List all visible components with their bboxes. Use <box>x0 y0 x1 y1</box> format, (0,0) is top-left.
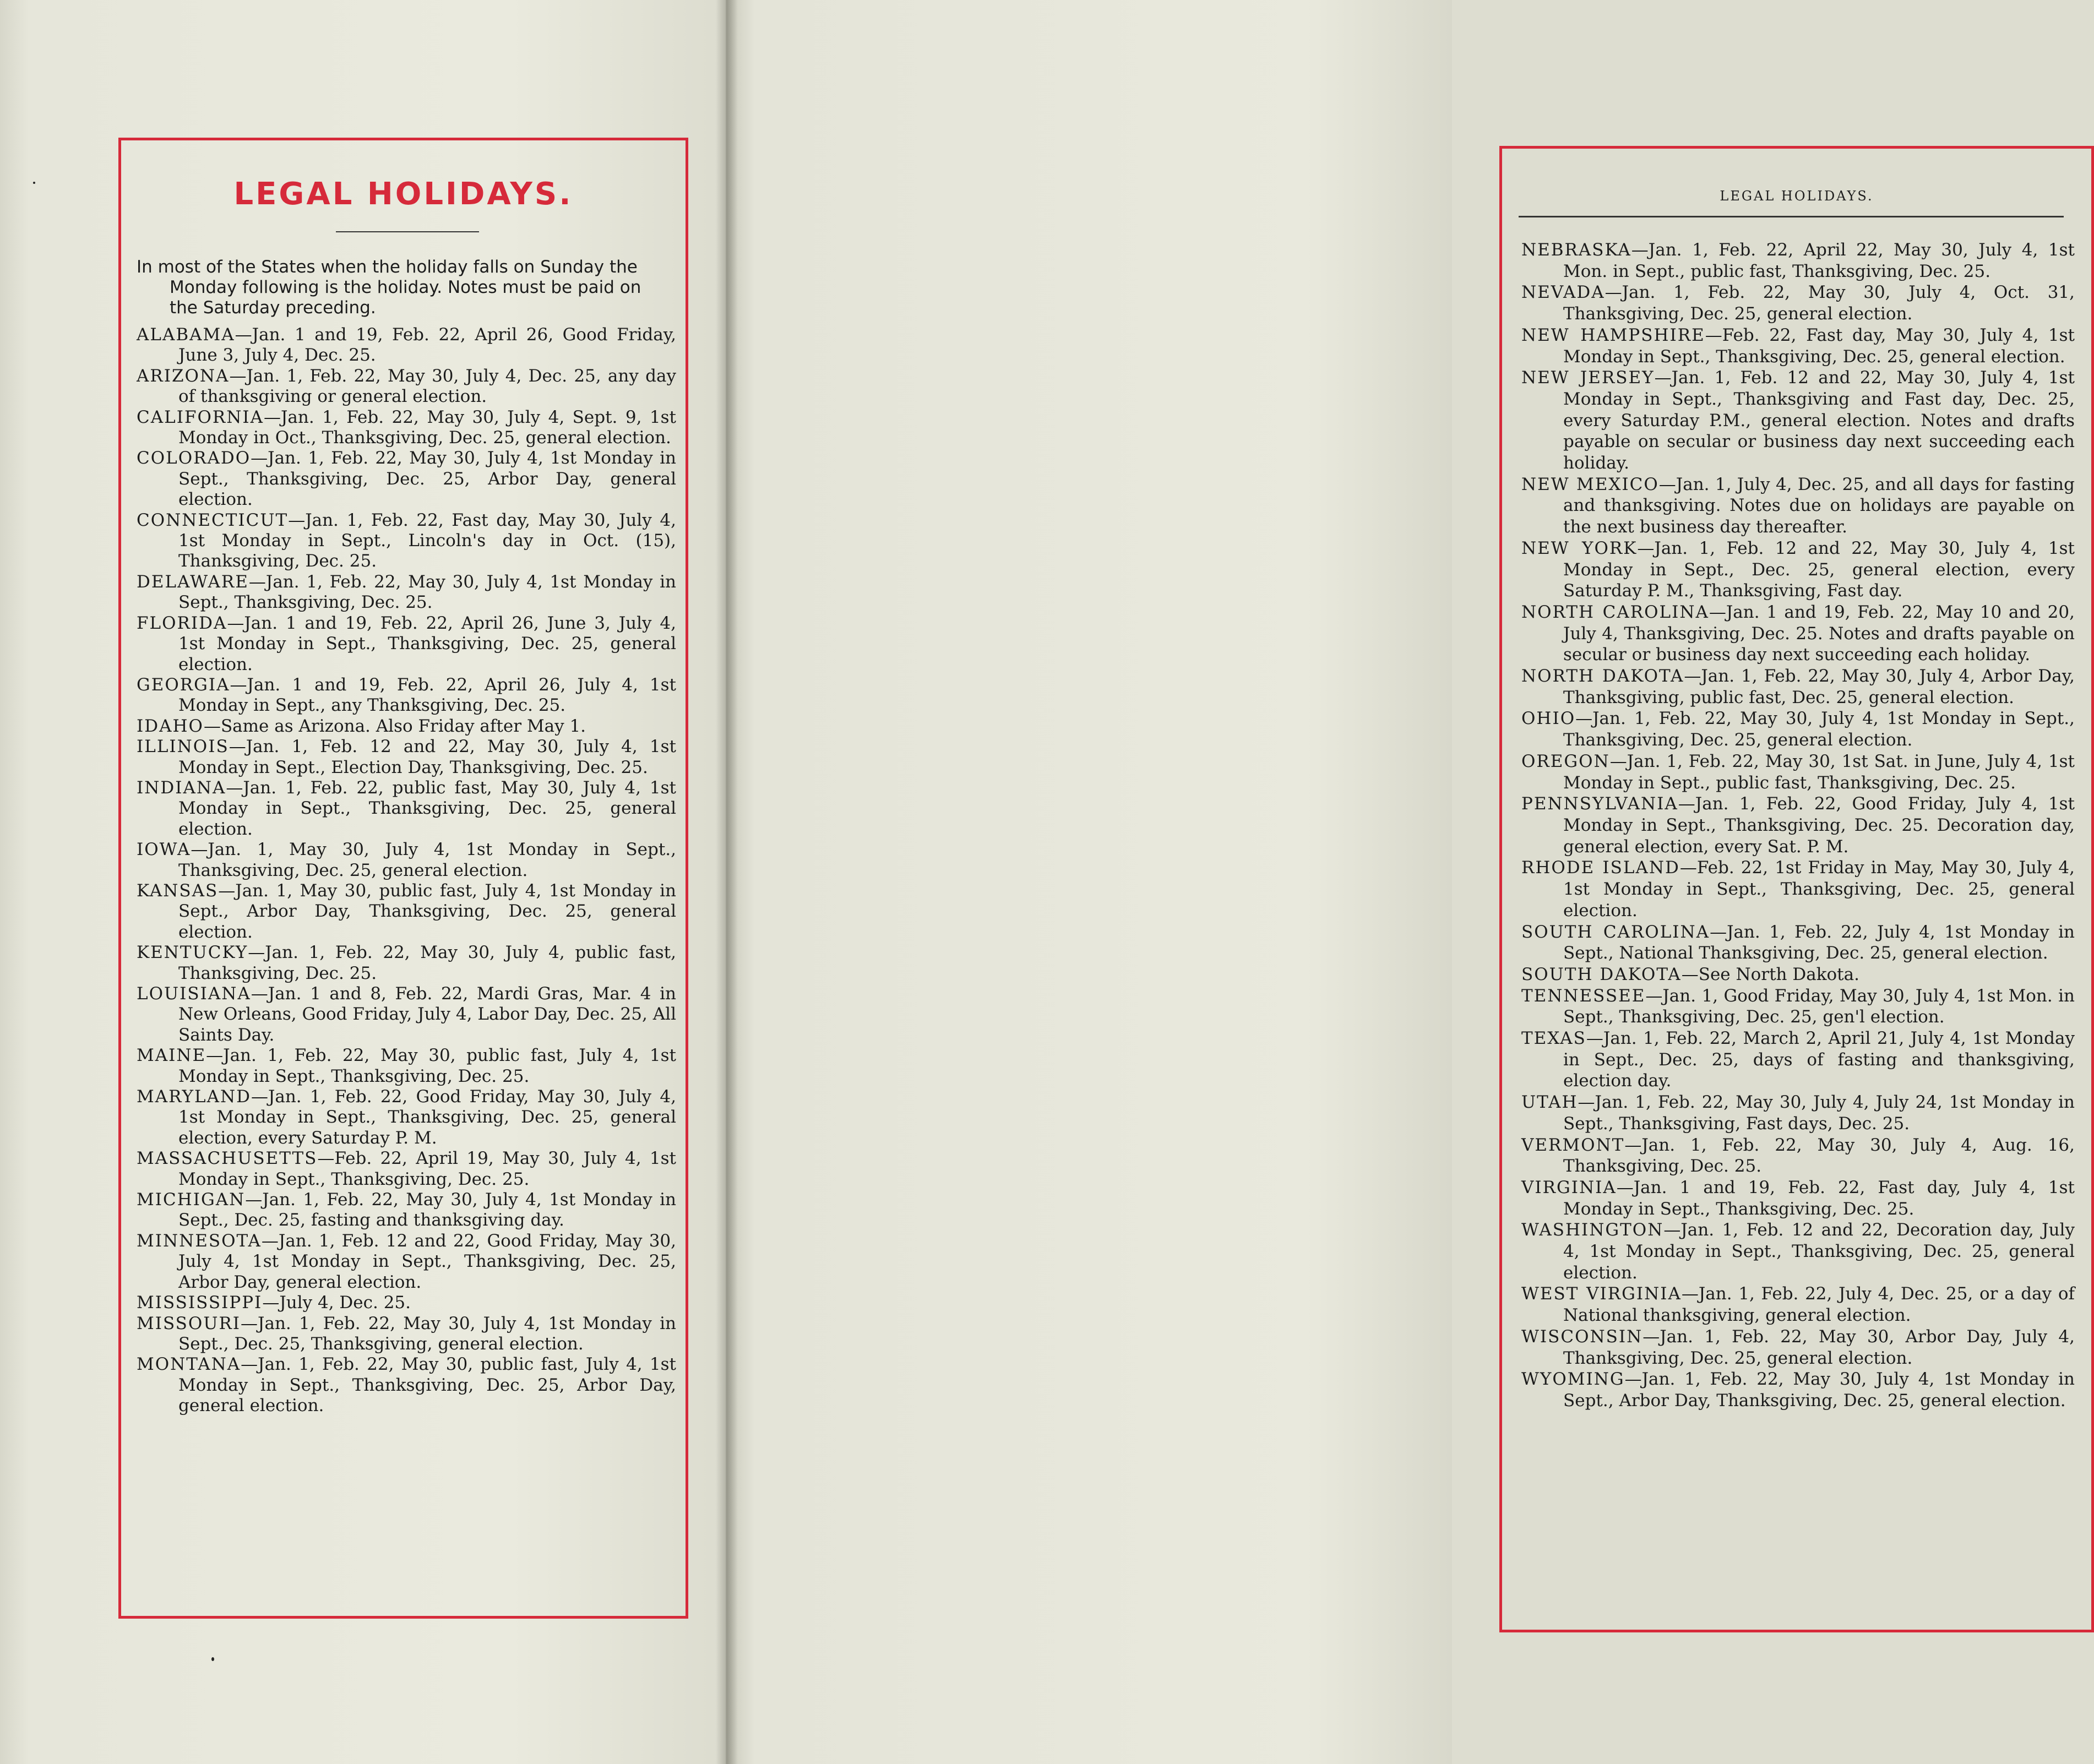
holiday-dates: —Jan. 1 and 19, Feb. 22, April 26, Good Friday, June 3, July 4, Dec. 25. <box>178 325 676 366</box>
holiday-dates: —Jan. 1, Feb. 22, May 30, public fast, July 4, 1st Monday in Sept., Thanksgiving, Dec. 25, Arbor Day, general election. <box>178 1354 676 1416</box>
holiday-dates: —Jan. 1, Feb. 22, March 2, April 21, July 4, 1st Monday in Sept., Dec. 25, days of fasting and thanksgiving, election day. <box>1563 1028 2075 1091</box>
holiday-dates: —Jan. 1, Feb. 22, Fast day, May 30, July 4, 1st Monday in Sept., Lincoln's day in Oct. (15), Thanksgiving, Dec. 25. <box>178 510 676 571</box>
holiday-entry <box>1521 1283 2075 1326</box>
state-name: NEW HAMPSHIRE <box>1521 325 1705 345</box>
state-name: MICHIGAN <box>137 1190 246 1210</box>
state-name: MISSOURI <box>137 1313 241 1333</box>
holiday-dates: —Jan. 1, Feb. 22, May 30, July 4, 1st Monday in Sept., Thanksgiving, Dec. 25, general election. <box>1563 709 2075 750</box>
state-name: MONTANA <box>137 1354 241 1375</box>
holiday-entry <box>137 510 676 572</box>
holiday-entry <box>137 1190 676 1231</box>
left-page-title: LEGAL HOLIDAYS. <box>233 176 573 212</box>
holiday-entry <box>1521 1326 2075 1369</box>
holiday-dates: —Jan. 1, Feb. 22, April 22, May 30, July 4, 1st Mon. in Sept., public fast, Thanksgiving, Dec. 25. <box>1563 240 2075 281</box>
state-name: CONNECTICUT <box>137 510 289 530</box>
holiday-entry <box>1521 1219 2075 1283</box>
state-name: WISCONSIN <box>1521 1326 1643 1347</box>
state-name: OREGON <box>1521 751 1610 771</box>
holiday-entry <box>137 613 676 675</box>
state-name: UTAH <box>1521 1092 1578 1113</box>
holiday-dates: —Jan. 1, Feb. 22, May 30, July 4, July 24, 1st Monday in Sept., Thanksgiving, Fast days, Dec. 25. <box>1563 1092 2075 1134</box>
state-name: NEW MEXICO <box>1521 474 1659 494</box>
holiday-dates: —Jan. 1, Feb. 22, May 30, July 4, 1st Monday in Sept., Dec. 25, fasting and thanksgiving day. <box>178 1190 676 1231</box>
state-name: DELAWARE <box>137 571 249 592</box>
state-name: WASHINGTON <box>1521 1220 1664 1240</box>
ink-speck <box>211 1657 214 1661</box>
holiday-dates: —Jan. 1, Feb. 22, July 4, 1st Monday in Sept., National Thanksgiving, Dec. 25, general election. <box>1563 922 2075 963</box>
holiday-entry <box>137 572 676 613</box>
holiday-dates: —Jan. 1 and 19, Feb. 22, April 26, June 3, July 4, 1st Monday in Sept., Thanksgiving, Dec. 25, general election. <box>178 613 676 674</box>
state-name: SOUTH CAROLINA <box>1521 922 1710 942</box>
state-name: KENTUCKY <box>137 943 248 963</box>
holiday-dates: —Jan. 1, Feb. 22, May 30, Arbor Day, July 4, Thanksgiving, Dec. 25, general election. <box>1563 1326 2075 1368</box>
holiday-dates: —Jan. 1 and 8, Feb. 22, Mardi Gras, Mar. 4 in New Orleans, Good Friday, July 4, Labor Day, Dec. 25, All Saints Day. <box>178 984 676 1045</box>
holiday-entry <box>1521 1092 2075 1134</box>
holiday-entry <box>137 407 676 449</box>
state-name: VIRGINIA <box>1521 1177 1617 1197</box>
holiday-entry <box>137 675 676 716</box>
holiday-entry <box>1521 1177 2075 1219</box>
state-name: PENNSYLVANIA <box>1521 794 1678 814</box>
holiday-dates: —Jan. 1, Feb. 12 and 22, May 30, July 4, 1st Monday in Sept., Thanksgiving and Fast day, Dec. 25, every Saturday P.M., general election. Notes and drafts payable on secular or business day next succeeding each holiday. <box>1563 368 2075 473</box>
holiday-entry <box>137 778 676 840</box>
holiday-entry <box>1521 751 2075 793</box>
holiday-dates: —Jan. 1, Feb. 22, May 30, 1st Sat. in June, July 4, 1st Monday in Sept., public fast, Thanksgiving, Dec. 25. <box>1563 751 2075 793</box>
state-name: MINNESOTA <box>137 1231 262 1251</box>
holiday-dates: —Jan. 1, May 30, July 4, 1st Monday in Sept., Thanksgiving, Dec. 25, general election. <box>178 840 676 880</box>
intro-text: In most of the States when the holiday falls on Sunday the Monday following is the holiday. Notes must be paid on the Saturday preceding. <box>137 257 641 318</box>
holiday-dates: —Feb. 22, April 19, May 30, July 4, 1st Monday in Sept., Thanksgiving, Dec. 25. <box>178 1148 676 1189</box>
holiday-dates: —Jan. 1, Feb. 22, May 30, July 4, Dec. 25, any day of thanksgiving or general election. <box>178 366 676 407</box>
state-name: CALIFORNIA <box>137 407 264 427</box>
holiday-dates: —Jan. 1, Feb. 22, public fast, May 30, July 4, 1st Monday in Sept., Thanksgiving, Dec. 25, general election. <box>178 777 676 839</box>
holiday-entry <box>137 448 676 510</box>
holiday-entry <box>137 1046 676 1087</box>
state-name: NEW YORK <box>1521 538 1638 558</box>
left-title-rule <box>336 231 479 232</box>
state-name: MASSACHUSETTS <box>137 1148 318 1169</box>
state-name: MARYLAND <box>137 1087 251 1107</box>
state-name: RHODE ISLAND <box>1521 858 1680 878</box>
holiday-dates: —Jan. 1, Feb. 22, Good Friday, May 30, July 4, 1st Monday in Sept., Thanksgiving, Dec. 25, general election, every Saturday P. M. <box>178 1087 676 1148</box>
ink-speck <box>33 182 35 184</box>
holiday-entry <box>1521 666 2075 708</box>
holiday-entry <box>1521 1135 2075 1177</box>
holiday-dates: —July 4, Dec. 25. <box>262 1293 411 1313</box>
state-name: NEW JERSEY <box>1521 368 1655 388</box>
state-name: TENNESSEE <box>1521 986 1646 1006</box>
holiday-dates: —Jan. 1, Feb. 12 and 22, May 30, July 4, 1st Monday in Sept., Election Day, Thanksgiving, Dec. 25. <box>178 737 676 777</box>
holiday-entry <box>1521 964 2075 986</box>
holiday-entry <box>1521 793 2075 857</box>
state-name: MAINE <box>137 1046 206 1066</box>
holiday-entry <box>1521 367 2075 474</box>
holiday-dates: —Jan. 1, Feb. 22, May 30, July 4, 1st Monday in Sept., Dec. 25, Thanksgiving, general election. <box>178 1313 676 1354</box>
holiday-entry <box>137 1293 676 1313</box>
holiday-entry <box>1521 602 2075 666</box>
holiday-dates: —Jan. 1, Feb. 22, July 4, Dec. 25, or a day of National thanksgiving, general election. <box>1563 1284 2075 1326</box>
holiday-dates: —Jan. 1, Feb. 22, Good Friday, July 4, 1st Monday in Sept., Thanksgiving, Dec. 25. Decoration day, general election, every Sat. P. M. <box>1563 794 2075 857</box>
holiday-dates: —Jan. 1, Feb. 22, May 30, July 4, 1st Monday in Sept., Thanksgiving, Dec. 25, Arbor Day, general election. <box>178 448 676 510</box>
holiday-entry <box>1521 986 2075 1028</box>
holiday-dates: —Jan. 1, Feb. 22, May 30, July 4, Sept. 9, 1st Monday in Oct., Thanksgiving, Dec. 25, general election. <box>178 407 676 448</box>
holiday-dates: —Jan. 1, Feb. 12 and 22, Good Friday, May 30, July 4, 1st Monday in Sept., Thanksgiving, Dec. 25, Arbor Day, general election. <box>178 1231 676 1292</box>
holiday-entry <box>137 366 676 407</box>
holiday-dates: —See North Dakota. <box>1681 964 1859 984</box>
holiday-dates: —Jan. 1, Feb. 22, May 30, July 4, 1st Monday in Sept., Thanksgiving, Dec. 25. <box>178 571 676 613</box>
state-name: ARIZONA <box>137 366 230 386</box>
holiday-dates: —Jan. 1, Feb. 12 and 22, May 30, July 4, 1st Monday in Sept., Dec. 25, general election, every Saturday P. M., Thanksgiving, Fast day. <box>1563 538 2075 601</box>
intro-note <box>137 257 673 318</box>
holiday-entry <box>1521 538 2075 602</box>
holiday-dates: —Same as Arizona. Also Friday after May 1. <box>203 716 586 736</box>
holiday-dates: —Jan. 1 and 19, Feb. 22, April 26, July 4, 1st Monday in Sept., any Thanksgiving, Dec. 25. <box>178 674 676 716</box>
holiday-entry <box>1521 1369 2075 1411</box>
holiday-dates: —Jan. 1 and 19, Feb. 22, Fast day, July 4, 1st Monday in Sept., Thanksgiving, Dec. 25. <box>1563 1177 2075 1219</box>
holiday-entry <box>1521 857 2075 921</box>
book-gutter <box>716 0 738 1764</box>
state-name: INDIANA <box>137 777 226 798</box>
holiday-entry <box>137 943 676 984</box>
holiday-entry <box>137 325 676 366</box>
holiday-dates: —Jan. 1, Feb. 22, May 30, July 4, Oct. 31, Thanksgiving, Dec. 25, general election. <box>1563 282 2075 324</box>
holiday-dates: —Jan. 1, Feb. 12 and 22, Decoration day, July 4, 1st Monday in Sept., Thanksgiving, Dec. 25, general election. <box>1563 1220 2075 1283</box>
holiday-dates: —Jan. 1, Good Friday, May 30, July 4, 1st Mon. in Sept., Thanksgiving, Dec. 25, gen'l election. <box>1563 986 2075 1027</box>
holiday-entry <box>1521 922 2075 964</box>
state-name: TEXAS <box>1521 1028 1586 1049</box>
holiday-dates: —Jan. 1 and 19, Feb. 22, May 10 and 20, July 4, Thanksgiving, Dec. 25. Notes and drafts payable on secular or business day next succeeding each holiday. <box>1563 602 2075 665</box>
holiday-entry <box>1521 708 2075 750</box>
holiday-dates: —Jan. 1, May 30, public fast, July 4, 1st Monday in Sept., Arbor Day, Thanksgiving, Dec. 25, general election. <box>178 880 676 942</box>
holiday-entry <box>1521 474 2075 538</box>
left-page <box>0 0 726 1764</box>
state-name: MISSISSIPPI <box>137 1293 263 1313</box>
holiday-dates: —Jan. 1, Feb. 22, May 30, July 4, 1st Monday in Sept., Arbor Day, Thanksgiving, Dec. 25, general election. <box>1563 1369 2075 1411</box>
holiday-entry <box>1521 325 2075 367</box>
right-page <box>726 0 2075 1764</box>
holiday-dates: —Feb. 22, 1st Friday in May, May 30, July 4, 1st Monday in Sept., Thanksgiving, Dec. 25, general election. <box>1563 858 2075 921</box>
state-name: NEBRASKA <box>1521 240 1631 260</box>
holiday-dates: —Feb. 22, Fast day, May 30, July 4, 1st Monday in Sept., Thanksgiving, Dec. 25, general election. <box>1563 325 2075 367</box>
state-name: ALABAMA <box>137 325 235 345</box>
state-name: VERMONT <box>1521 1135 1625 1155</box>
holiday-dates: —Jan. 1, Feb. 22, May 30, July 4, Arbor Day, Thanksgiving, public fast, Dec. 25, general election. <box>1563 666 2075 707</box>
left-frame <box>118 138 688 1619</box>
holiday-entry <box>137 1354 676 1416</box>
holiday-dates: —Jan. 1, Feb. 22, May 30, July 4, public fast, Thanksgiving, Dec. 25. <box>178 943 676 983</box>
holiday-entry <box>137 1087 676 1148</box>
state-name: NEVADA <box>1521 282 1605 303</box>
holiday-entry <box>1521 1028 2075 1092</box>
state-name: COLORADO <box>137 448 251 469</box>
holiday-entry <box>137 881 676 943</box>
holiday-entry <box>137 1148 676 1190</box>
holiday-entry <box>137 716 676 737</box>
state-name: LOUISIANA <box>137 984 251 1004</box>
holiday-entry <box>137 737 676 778</box>
holiday-entry <box>1521 239 2075 282</box>
holiday-entry <box>137 984 676 1046</box>
state-name: OHIO <box>1521 709 1576 729</box>
holiday-entry <box>1521 282 2075 324</box>
holiday-dates: —Jan. 1, Feb. 22, May 30, public fast, July 4, 1st Monday in Sept., Thanksgiving, Dec. 25. <box>178 1046 676 1086</box>
left-holiday-list <box>137 325 676 1417</box>
state-name: IOWA <box>137 840 191 860</box>
holiday-dates: —Jan. 1, Feb. 22, May 30, July 4, Aug. 16, Thanksgiving, Dec. 25. <box>1563 1135 2075 1177</box>
state-name: WYOMING <box>1521 1369 1625 1390</box>
state-name: IDAHO <box>137 716 204 736</box>
state-name: WEST VIRGINIA <box>1521 1284 1682 1304</box>
holiday-dates: —Jan. 1, July 4, Dec. 25, and all days for fasting and thanksgiving. Notes due on holidays are payable on the next business day thereafter. <box>1563 474 2075 537</box>
state-name: NORTH DAKOTA <box>1521 666 1684 687</box>
holiday-entry <box>137 1314 676 1355</box>
right-title-rule <box>1519 216 2064 217</box>
state-name: FLORIDA <box>137 613 227 633</box>
state-name: SOUTH DAKOTA <box>1521 964 1682 984</box>
holiday-entry <box>137 1231 676 1293</box>
state-name: NORTH CAROLINA <box>1521 602 1709 622</box>
state-name: ILLINOIS <box>137 737 229 757</box>
state-name: KANSAS <box>137 880 219 901</box>
holiday-entry <box>137 840 676 881</box>
right-frame <box>1499 146 2094 1632</box>
state-name: GEORGIA <box>137 674 230 695</box>
right-holiday-list <box>1521 239 2075 1412</box>
right-page-title: LEGAL HOLIDAYS. <box>1720 188 1874 204</box>
